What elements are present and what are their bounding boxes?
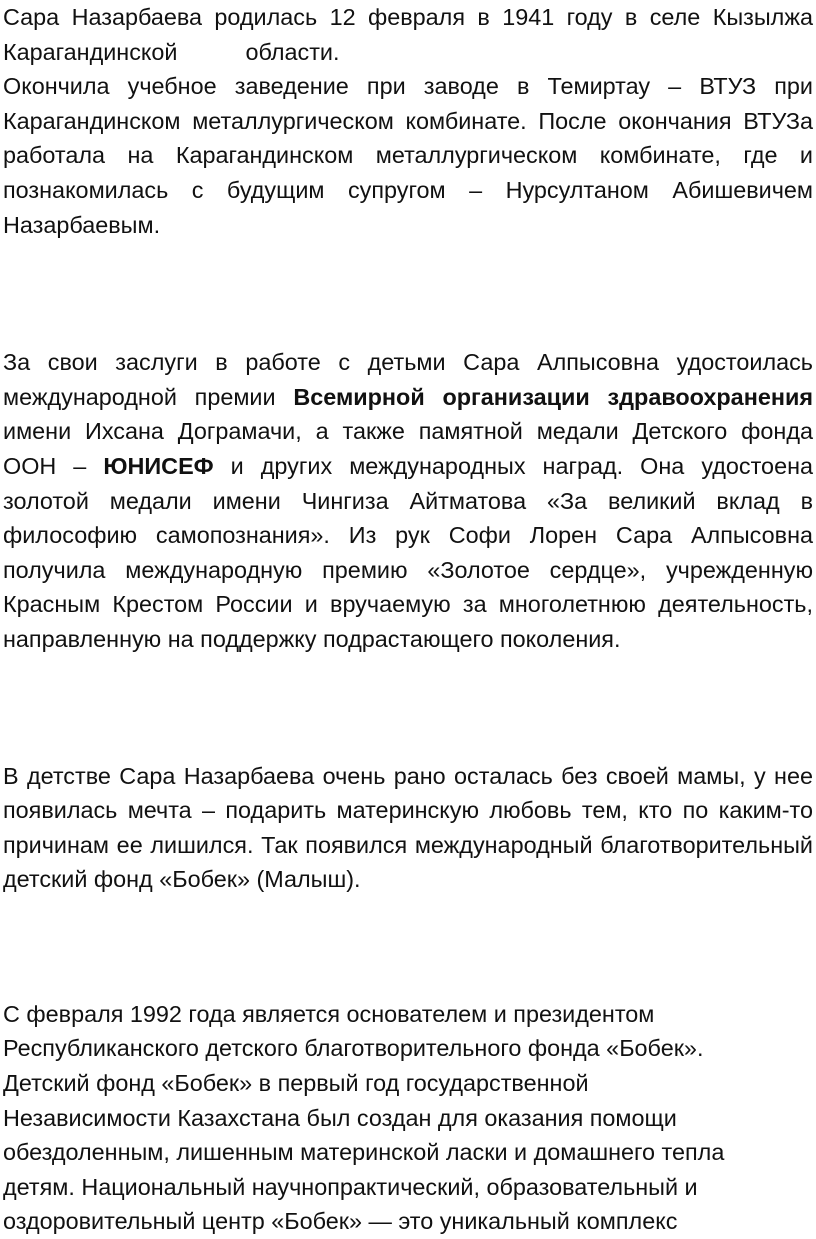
- paragraph-childhood: [3, 759, 813, 897]
- awards-text-1: За свои заслуги в работе с детьми Сара Алпысовна удостоилась международной премии: [3, 349, 813, 410]
- education-text: Окончила учебное заведение при заводе в Темиртау – ВТУЗ при Карагандинском металлургическом комбинате. После окончания ВТУЗа работала на Карагандинском металлургическом комбинате, где и познакомилась с будущим супругом – Нурсултаном Абишевичем Назарбаевым.: [3, 73, 813, 238]
- foundation-line-4: Независимости Казахстана был создан для оказания помощи: [3, 1104, 677, 1131]
- foundation-line-1: С февраля 1992 года является основателем и президентом: [3, 1000, 655, 1027]
- who-name-bold: Всемирной организации здравоохранения: [293, 383, 813, 410]
- foundation-line-7: оздоровительный центр «Бобек» — это уникальный комплекс: [3, 1208, 678, 1235]
- foundation-line-5: обездоленным, лишенным материнской ласки и домашнего тепла: [3, 1139, 725, 1166]
- document-page: [3, 0, 813, 1239]
- paragraph-birth: [3, 0, 813, 69]
- childhood-text: В детстве Сара Назарбаева очень рано осталась без своей мамы, у нее появилась мечта – подарить материнскую любовь тем, кто по каким-то причинам ее лишился. Так появился международный благотворительный детский фонд «Бобек» (Малыш).: [3, 762, 813, 893]
- birth-text: Сара Назарбаева родилась 12 февраля в 1941 году в селе Кызылжа Карагандинской: [3, 4, 813, 65]
- awards-text-2: имени Ихсана Дограмачи, а также памятной медали Детского фонда ООН –: [3, 418, 813, 479]
- paragraph-awards: [3, 345, 813, 656]
- unicef-name-bold: ЮНИСЕФ: [103, 452, 214, 479]
- birth-text-end: области.: [245, 38, 340, 65]
- foundation-line-2: Республиканского детского благотворительного фонда «Бобек».: [3, 1035, 704, 1062]
- paragraph-education: [3, 69, 813, 242]
- foundation-line-3: Детский фонд «Бобек» в первый год государственной: [3, 1070, 589, 1097]
- awards-text-3: и других международных наград. Она удостоена золотой медали имени Чингиза Айтматова «За великий вклад в философию самопознания». Из рук Софи Лорен Сара Алпысовна получила международную премию «Золотое сердце», учрежденную Красным Крестом России и вручаемую за многолетнюю деятельность, направленную на поддержку подрастающего поколения.: [3, 452, 813, 652]
- foundation-line-6: детям. Национальный научнопрактический, образовательный и: [3, 1173, 698, 1200]
- paragraph-foundation: [3, 997, 813, 1239]
